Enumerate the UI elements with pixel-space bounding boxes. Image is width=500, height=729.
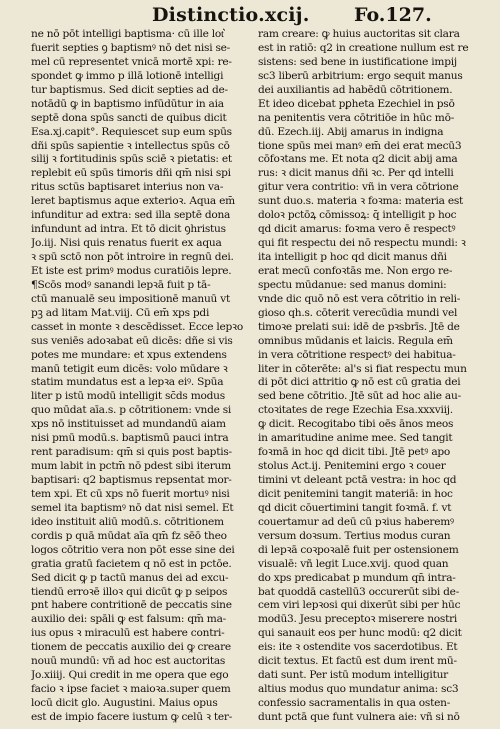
text-line: infundunt ad intra. Et tō dicit ꝯhristus	[31, 223, 226, 236]
text-line: sistens: sed bene in iustificatione impij	[258, 55, 457, 68]
text-line: stolus Act.ij. Penitemini ergo ꝛ couer	[258, 460, 446, 473]
text-line: cōfoꝛtans me. Et nota q2 dicit abij ama	[258, 153, 458, 166]
text-line: qui sanauit eos per hunc modū: q2 dicit	[258, 627, 462, 640]
text-line: mel cū representet vnicā mortē xpi: re-	[31, 55, 232, 68]
text-line: dicit penitemini tangit materiā: in hoc	[258, 487, 453, 500]
text-line: sc3 liberū arbitrium: ergo sequit manus	[258, 69, 463, 82]
running-head: Distinctio.xcij.	[152, 4, 310, 26]
text-line: eis: ite ꝛ ostendite vos sacerdotibus. Et	[258, 641, 458, 654]
text-line: locū dicit glo. Augustini. Maius opus	[31, 697, 218, 709]
text-line: potes me mundare: et xpus extendens	[31, 348, 227, 361]
text-line: sed bene cōtritio. Jtē sūt ad hoc alie au-	[258, 390, 461, 403]
text-line: ctoꝛitates de rege Ezechia Esa.xxxviij.	[258, 404, 453, 417]
text-line: ita intelligit p hoc qd̄ dicit manus dñi	[258, 251, 447, 263]
text-line: ram creare: ꝙ huius auctoritas sit clara	[258, 28, 460, 40]
text-line: di pōt dici attritio ꝙ nō est cū gratia dei	[258, 376, 461, 389]
text-line: in vera cōtritione respectꝰ dei habitua-	[258, 348, 456, 361]
text-line: vnde dic quō nō est vera cōtritio in reli-	[258, 292, 461, 305]
text-line: na penitentis vera cōtritiōe in hūc mō-	[258, 111, 455, 124]
text-line: erat mecū confoꝛtās me. Non ergo re-	[258, 264, 453, 277]
text-line: timini vt deleant pctā vestra: in hoc qd̄	[258, 474, 457, 486]
text-line: dū. Ezech.iij. Abij amarus in indigna	[258, 125, 444, 138]
text-line: gitur vera contritio: vñ in vera cōtrione	[258, 181, 459, 194]
text-line: Esa.xj.capit°. Requiescet sup eum spūs	[31, 125, 232, 138]
text-line: rus: ꝛ dicit manus dñi ꝛc. Per qd̄ intelli	[258, 167, 454, 180]
text-line: modū3. Jesu preceptoꝛ miserere nostri	[258, 613, 458, 626]
left-text-column	[31, 28, 244, 725]
folio-number: Fo.127.	[354, 4, 432, 26]
text-line: casset in monte ꝛ descēdisset. Ecce lepꝛo	[31, 320, 243, 333]
text-line: di lepꝛā coꝛpoꝛalē fuit per ostensionem	[258, 543, 459, 556]
text-line: replebit eū spūs timoris dñi qm̄ nisi spi	[31, 167, 231, 180]
text-line: tem xpi. Et cū xps nō fuerit mortuꝰ nisi	[31, 487, 230, 500]
text-line: dei auxiliantis ad habēdū cōtritionem.	[258, 83, 453, 96]
text-line: ꝙ dicit. Recogitabo tibi oēs ānos meos	[258, 418, 454, 431]
text-line: sunt duo.s. materia ꝛ foꝛma: materia est	[258, 195, 464, 208]
text-line: mum labit in pctm̄ nō pdest sibi iterum	[31, 460, 231, 473]
text-line: Et ideo dicebat pꝑheta Ezechiel in psō	[258, 97, 455, 110]
text-line: dati sunt. Per istū modum intelligitur	[258, 669, 448, 682]
text-line: quo mūdat aīa.s. p cōtritionem: vnde si	[31, 404, 232, 417]
text-line: ꝛ spū sctō non pōt introire in regnū dei.	[31, 251, 234, 263]
text-line: est in ratiō: q2 in creatione nullum est re	[258, 41, 469, 54]
text-line: Et iste est primꝰ modus curatiōis lepre.	[31, 264, 232, 277]
text-line: semel ita baptismꝰ nō dat nisi semel. Et	[31, 501, 234, 514]
text-line: silij ꝛ fortitudinis spūs sciē ꝛ pietatis: et	[31, 153, 232, 166]
text-line: ¶Scōs modꝰ sanandi lepꝛā fuit p tā-	[31, 278, 211, 291]
text-line: nisi pmū modū.s. baptismū pauci intra	[31, 432, 229, 445]
text-line: spondet ꝙ immo p illā lotionē intelligi	[31, 69, 224, 82]
text-line: visualē: vñ legit Luce.xvij. quod quan	[258, 557, 449, 570]
text-line: logos cōtritio vera non pōt esse sine dei	[31, 543, 235, 556]
text-line: cordis p quā mūdat aīa qm̄ fz sēō theo	[31, 529, 227, 542]
text-line: facio ꝛ ipse faciet ꝛ maioꝛa.super quem	[31, 683, 231, 696]
text-line: spectu mūdanue: sed manus domini:	[258, 278, 447, 291]
text-line: omnibus mūdanis et laicis. Regula em̄	[258, 334, 453, 347]
text-line: ideo instituit aliū modū.s. cōtritionem	[31, 515, 224, 528]
text-line: dunt pctā que funt vulnera aie: vñ si nō	[258, 710, 460, 723]
text-line: infunditur ad extra: sed illa septē dona	[31, 209, 231, 222]
text-line: manū tetigit eum dicēs: volo mūdare ꝛ	[31, 362, 228, 375]
text-line: ne nō pōt intelligi baptisma· cū ille lot͛	[31, 28, 224, 40]
text-line: leret baptismus aque exterioꝛ. Aqua em̄	[31, 195, 235, 208]
text-line: do xps predicabat p mundum qn̄ intra-	[258, 571, 456, 584]
text-line: liter p istū modū intelligit sc̄ds modus	[31, 390, 225, 403]
text-line: ius opus ꝛ miraculū est habere contri-	[31, 627, 225, 640]
text-line: foꝛmā in hoc qd̄ dicit tibi. Jtē petꝰ apo	[258, 446, 451, 459]
text-line: confessio sacramentalis in qua osten-	[258, 697, 451, 709]
text-line: sus veniēs adoꝛabat eū dicēs: dñe si vis	[31, 334, 233, 347]
right-text-column	[258, 28, 470, 725]
text-line: cem viri lepꝛosi qui dixerūt sibi per hūc	[258, 599, 461, 612]
text-line: Sed dicit ꝙ p tactū manus dei ad excu-	[31, 571, 229, 584]
text-line: auxilio dei: spāli ꝙ est falsum: qm̄ ma-	[31, 613, 226, 626]
text-line: doloꝛ pctōꝝ cōmissoꝝ: q̄ intelligit p hoc	[258, 209, 457, 222]
text-line: tionem de peccatis auxilio dei ꝙ creare	[31, 641, 231, 654]
text-line: statim mundatus est a lepꝛa eiꝰ. Spūa	[31, 376, 224, 389]
text-line: fuerit septies ꝯ baptismꝰ nō det nisi se-	[31, 41, 230, 54]
text-line: qd̄ dicit amarus: foꝛma vero ē respectꝰ	[258, 223, 456, 236]
text-line: couertamur ad deū cū pꝛius haberemꝰ	[258, 515, 454, 528]
text-line: notādū ꝙ in baptismo infūdūtur in aia	[31, 97, 224, 110]
text-line: in amaritudine anime mee. Sed tangit	[258, 432, 453, 445]
text-line: bat quoddā castellū3 occurerūt sibi de-	[258, 585, 460, 598]
text-line: dñi spūs sapientie ꝛ intellectus spūs cō	[31, 139, 230, 152]
text-line: dicit textus. Et factū est dum irent mū-	[258, 655, 457, 668]
text-line: xps nō instituisset ad mundandū aiam	[31, 418, 226, 431]
text-line: qui fit respectu dei nō respectu mundi: ꝛ	[258, 237, 466, 250]
text-line: pnt habere contritionē de peccatis sine	[31, 599, 232, 612]
text-line: baptisari: q2 baptismus repsentat mor-	[31, 474, 232, 486]
text-line: timoꝛe prelati sui: idē de pꝛsbrīs. Jtē de	[258, 320, 460, 333]
text-line: Jo.xiiij. Qui credit in me opera que ego	[31, 669, 229, 682]
text-line: tur baptismus. Sed dicit septies ad de-	[31, 83, 228, 96]
text-line: altius modus quo mundatur anima: sc3	[258, 683, 459, 696]
text-line: pꝫ ad litam Mat.viij. Cū em̄ xps pdi	[31, 306, 210, 319]
text-line: gioso qh.s. cōterit verecūdia mundi vel	[258, 306, 458, 319]
text-line: liter in cōterēte: al's si fiat respectu mun	[258, 362, 467, 375]
text-line: septē dona spūs sancti de quibus dicit	[31, 111, 227, 124]
text-line: rent paradisum: qm̄ si quis post baptis-	[31, 446, 232, 459]
text-line: ritus sctūs baptisaret interius non va-	[31, 181, 224, 194]
text-line: tiendū erroꝛē illoꝛ qui dicūt ꝙ p seipos	[31, 585, 228, 598]
text-line: est de impio facere iustum ꝙ celū ꝛ ter-	[31, 710, 233, 723]
text-line: versum doꝛsum. Tertius modus curan	[258, 529, 451, 542]
text-line: tione spūs mei manꝰ em̄ dei erat mecū3	[258, 139, 462, 152]
text-line: nouū mundū: vñ ad hoc est auctoritas	[31, 655, 226, 668]
text-line: Jo.iij. Nisi quis renatus fuerit ex aqua	[31, 237, 222, 250]
text-line: ctū manualē seu impositionē manuū vt	[31, 292, 230, 305]
text-line: gratia gratū facietem q nō est in pctōe.	[31, 557, 232, 570]
page-header	[0, 4, 500, 30]
text-line: qd̄ dicit cōuertimini tangit foꝛmā. f. vt	[258, 501, 452, 514]
